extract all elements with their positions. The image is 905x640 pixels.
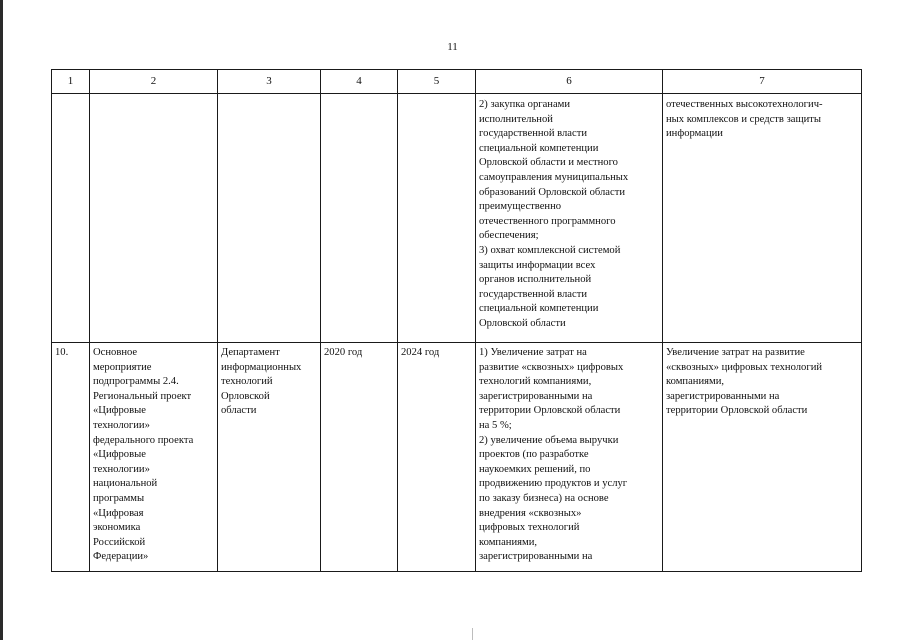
table-cell xyxy=(218,94,321,343)
cell-line: обеспечения; xyxy=(479,230,539,242)
cell-line: отечественных высокотехнологич- xyxy=(666,99,823,110)
cell-line: компаниями, xyxy=(666,376,725,388)
cell-line: преимущественно xyxy=(479,201,562,213)
table-cell xyxy=(321,343,398,572)
cell-line: 3) охват комплексной системой xyxy=(479,244,621,256)
cell-line: Федерации» xyxy=(93,551,149,563)
cell-line: зарегистрированными на xyxy=(479,390,593,402)
cell-line: «Цифровые xyxy=(93,449,146,461)
table-cell xyxy=(90,94,218,343)
table-cell xyxy=(398,94,476,343)
column-header-3: 3 xyxy=(218,70,321,94)
scan-mark xyxy=(472,628,473,640)
cell-line: отечественного программного xyxy=(479,215,616,227)
cell-line: специальной компетенции xyxy=(479,303,599,315)
cell-line: территории Орловской области xyxy=(666,405,808,417)
page-left-edge xyxy=(0,0,3,640)
cell-line: мероприятие xyxy=(93,361,152,373)
cell-line: технологий xyxy=(221,376,273,388)
cell-line: подпрограммы 2.4. xyxy=(93,376,179,388)
cell-line: специальной компетенции xyxy=(479,142,599,154)
cell-line: Орловской xyxy=(221,390,270,402)
cell-line: образований Орловской области xyxy=(479,186,625,198)
cell-line: государственной власти xyxy=(479,288,588,300)
table-header-row xyxy=(52,70,862,94)
cell-line: программы xyxy=(93,492,145,504)
cell-line: 1) Увеличение затрат на xyxy=(479,347,587,358)
cell-line: территории Орловской области xyxy=(479,405,621,417)
table-cell xyxy=(398,343,476,572)
cell-line: области xyxy=(221,405,257,417)
cell-line: государственной власти xyxy=(479,128,588,140)
cell-line: цифровых технологий xyxy=(479,522,580,534)
cell-line: проектов (по разработке xyxy=(479,449,589,461)
cell-line: зарегистрированными на xyxy=(479,551,593,563)
column-header-4: 4 xyxy=(321,70,398,94)
start-year: 2020 год xyxy=(324,347,363,358)
cell-line: «Цифровые xyxy=(93,405,146,417)
cell-line: продвижению продуктов и услуг xyxy=(479,478,628,490)
cell-line: самоуправления муниципальных xyxy=(479,171,629,183)
cell-line: 2) закупка органами xyxy=(479,99,571,110)
cell-line: Увеличение затрат на развитие xyxy=(666,347,805,358)
cell-line: 2) увеличение объема выручки xyxy=(479,434,619,446)
cell-line: ных комплексов и средств защиты xyxy=(666,113,822,125)
table-cell xyxy=(218,343,321,572)
table-cell xyxy=(90,343,218,572)
end-year: 2024 год xyxy=(401,347,440,358)
cell-line: на 5 %; xyxy=(479,419,512,431)
cell-line: технологии» xyxy=(93,419,150,431)
program-activities-table xyxy=(51,69,862,572)
cell-line: Департамент xyxy=(221,347,280,358)
column-header-7: 7 xyxy=(663,70,862,94)
table-cell xyxy=(663,343,862,572)
column-header-1: 1 xyxy=(52,70,90,94)
cell-line: информации xyxy=(666,128,723,140)
cell-line: Региональный проект xyxy=(93,390,192,402)
table-cell xyxy=(476,94,663,343)
cell-line: «сквозных» цифровых технологий xyxy=(666,361,823,373)
table-row-continuation xyxy=(52,94,862,343)
column-header-5: 5 xyxy=(398,70,476,94)
page-number: 11 xyxy=(447,41,458,53)
cell-line: Орловской области xyxy=(479,317,566,329)
column-header-2: 2 xyxy=(90,70,218,94)
table-cell xyxy=(663,94,862,343)
cell-line: наукоемких решений, по xyxy=(479,463,591,475)
cell-line: технологии» xyxy=(93,463,150,475)
cell-line: технологий компаниями, xyxy=(479,376,592,388)
row-number: 10. xyxy=(55,347,69,358)
cell-line: органов исполнительной xyxy=(479,274,592,286)
cell-line: по заказу бизнеса) на основе xyxy=(479,492,609,504)
cell-line: национальной xyxy=(93,478,158,490)
column-header-6: 6 xyxy=(476,70,663,94)
cell-line: зарегистрированными на xyxy=(666,390,780,402)
cell-line: развитие «сквозных» цифровых xyxy=(479,361,624,373)
cell-line: информационных xyxy=(221,361,302,373)
cell-line: «Цифровая xyxy=(93,507,144,519)
cell-line: внедрения «сквозных» xyxy=(479,507,582,519)
cell-line: экономика xyxy=(93,522,141,534)
cell-line: Российской xyxy=(93,536,146,548)
table-cell xyxy=(321,94,398,343)
table-cell xyxy=(52,94,90,343)
cell-line: федерального проекта xyxy=(93,434,194,446)
table-cell xyxy=(52,343,90,572)
cell-line: Основное xyxy=(93,347,138,358)
table-cell xyxy=(476,343,663,572)
cell-line: защиты информации всех xyxy=(479,259,596,271)
table-row-10 xyxy=(52,343,862,572)
cell-line: исполнительной xyxy=(479,113,553,125)
cell-line: Орловской области и местного xyxy=(479,157,618,169)
cell-line: компаниями, xyxy=(479,536,538,548)
